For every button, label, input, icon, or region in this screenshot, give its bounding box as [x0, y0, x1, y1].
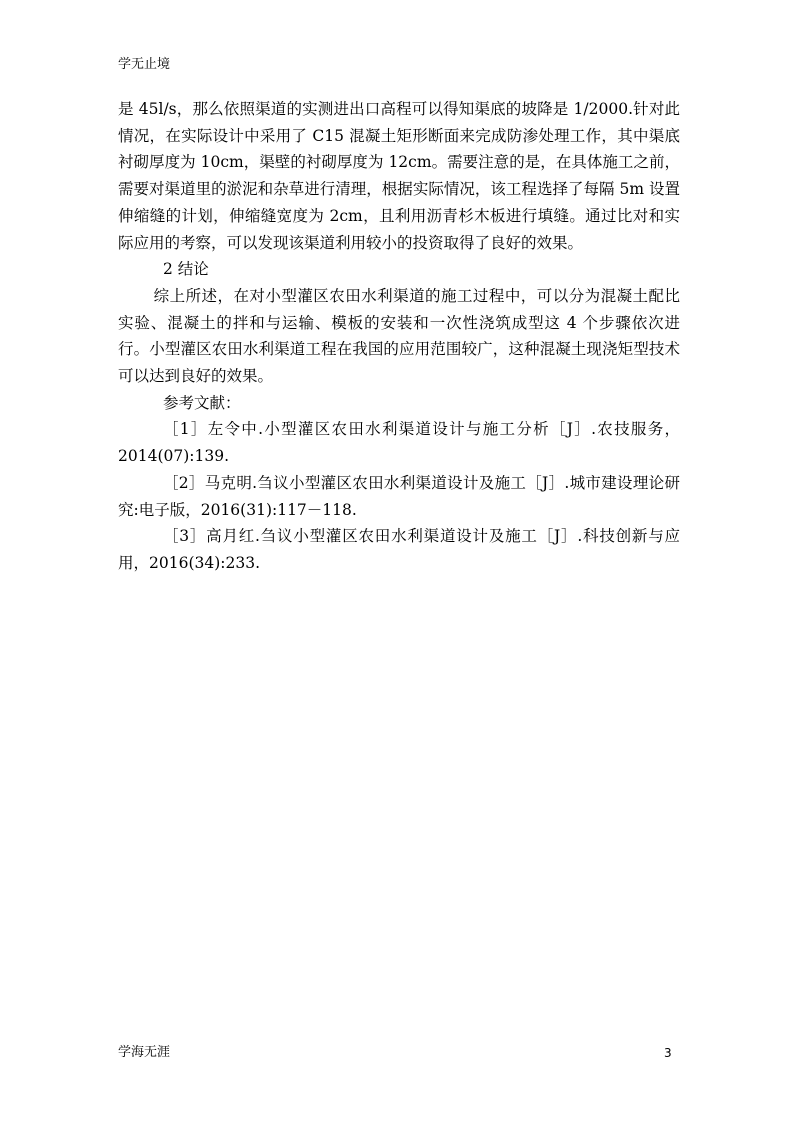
paragraph-conclusion: 综上所述，在对小型灌区农田水利渠道的施工过程中，可以分为混凝土配比实验、混凝土的拌和与运输、模板的安装和一次性浇筑成型这 4 个步骤依次进行。小型灌区农田水利渠道工程在我国的应用范围较广，这种混凝土现浇矩型技术可以达到良好的效果。 — [118, 286, 680, 386]
reference-item-3: ［3］高月红.刍议小型灌区农田水利渠道设计及施工［J］.科技创新与应用，2016(34):233. — [118, 527, 680, 572]
page-footer-text: 学海无涯 — [118, 1045, 171, 1060]
page-header: 学无止境 — [118, 57, 171, 72]
document-body — [118, 96, 680, 577]
section-heading-conclusion: 2 结论 — [162, 260, 209, 279]
reference-item-2: ［2］马克明.刍议小型灌区农田水利渠道设计及施工［J］.城市建设理论研究:电子版，2016(31):117－118. — [118, 473, 680, 519]
reference-item-1: ［1］左令中.小型灌区农田水利渠道设计与施工分析［J］.农技服务，2014(07):139. — [118, 420, 680, 466]
page-number: 3 — [664, 1046, 672, 1060]
references-title: 参考文献： — [162, 393, 241, 412]
paragraph-continuation: 是 45l/s，那么依照渠道的实测进出口高程可以得知渠底的坡降是 1/2000.针对此情况，在实际设计中采用了 C15 混凝土矩形断面来完成防渗处理工作，其中渠底衬砌厚度为 10cm，渠壁的衬砌厚度为 12cm。需要注意的是，在具体施工之前，需要对渠道里的淤泥和杂草进行清理，根据实际情况，该工程选择了每隔 5m 设置伸缩缝的计划，伸缩缝宽度为 2cm，且利用沥青杉木板进行填缝。通过比对和实际应用的考察，可以发现该渠道利用较小的投资取得了良好的效果。 — [118, 100, 680, 252]
